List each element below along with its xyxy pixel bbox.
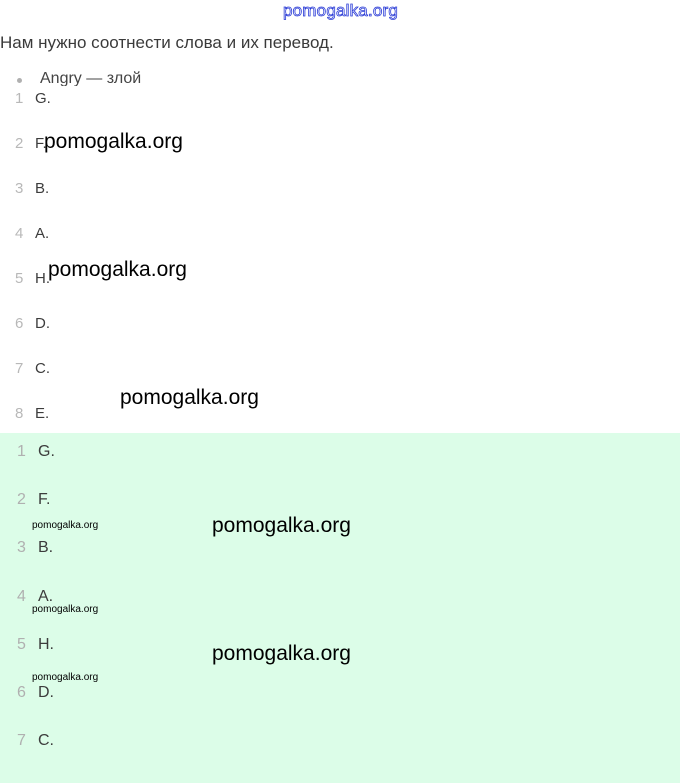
- list-number: 8: [15, 405, 24, 422]
- list-letter: D.: [35, 315, 50, 332]
- list-number: 2: [15, 135, 24, 152]
- list-letter: H.: [38, 636, 54, 653]
- list-number: 7: [15, 360, 24, 377]
- watermark: pomogalka.org: [120, 386, 259, 409]
- site-title: pomogalka.org: [283, 1, 399, 20]
- list-number: 4: [17, 588, 26, 605]
- list-item: [0, 684, 680, 714]
- list-letter: C.: [35, 360, 50, 377]
- list-letter: D.: [38, 684, 54, 701]
- answer-panel: [0, 433, 680, 783]
- watermark-small: pomogalka.org: [32, 520, 99, 531]
- watermark: pomogalka.org: [212, 642, 351, 665]
- task-text: Нам нужно соотнести слова и их перевод.: [0, 33, 334, 52]
- list-number: 5: [15, 270, 24, 287]
- list-letter: A.: [38, 588, 54, 605]
- list-number: 5: [17, 636, 26, 653]
- list-item: [0, 90, 680, 120]
- list-number: 3: [15, 180, 24, 197]
- list-number: 2: [17, 491, 26, 508]
- list-letter: E.: [35, 405, 50, 422]
- list-item: [0, 443, 680, 473]
- list-letter: G.: [35, 90, 51, 107]
- list-number: 6: [17, 684, 26, 701]
- watermark: pomogalka.org: [48, 258, 187, 281]
- list-item: [0, 225, 680, 255]
- list-letter: F.: [35, 135, 47, 152]
- watermark-small: pomogalka.org: [32, 604, 99, 615]
- list-item: [0, 180, 680, 210]
- watermark: pomogalka.org: [44, 130, 183, 153]
- list-letter: B.: [38, 539, 54, 556]
- list-number: 6: [15, 315, 24, 332]
- list-letter: B.: [35, 180, 50, 197]
- list-number: 4: [15, 225, 24, 242]
- watermark-small: pomogalka.org: [32, 672, 99, 683]
- list-item: [0, 732, 680, 762]
- list-item: [0, 405, 680, 435]
- list-letter: F.: [38, 491, 51, 508]
- list-item: [0, 360, 680, 390]
- list-letter: C.: [38, 732, 54, 749]
- list-number: 7: [17, 732, 26, 749]
- list-letter: H.: [35, 270, 50, 287]
- list-number: 1: [15, 90, 24, 107]
- list-number: 1: [17, 443, 26, 460]
- list-item: [0, 588, 680, 618]
- list-item: [0, 315, 680, 345]
- list-letter: A.: [35, 225, 50, 242]
- list-number: 3: [17, 539, 26, 556]
- bullet-text: Angry — злой: [40, 70, 142, 86]
- list-item: [0, 539, 680, 569]
- list-letter: G.: [38, 443, 55, 460]
- watermark: pomogalka.org: [212, 514, 351, 537]
